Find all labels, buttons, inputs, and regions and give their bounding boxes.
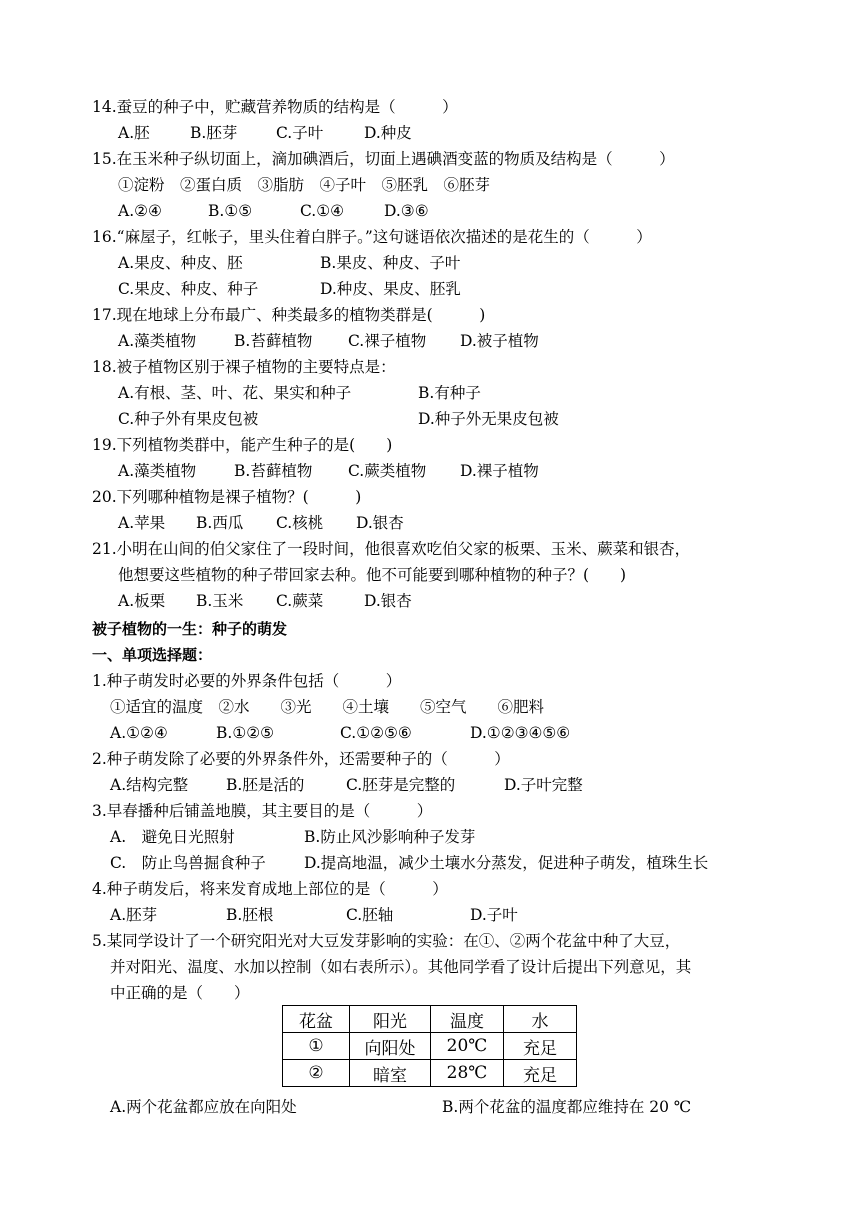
option-d: D.银杏 (364, 592, 412, 610)
table-cell: 28℃ (431, 1060, 504, 1087)
option-d: D.子叶完整 (504, 776, 583, 794)
question-20-stem: 20.下列哪种植物是裸子植物？( ) (92, 488, 362, 506)
option-b: B.胚芽 (190, 124, 238, 142)
option-a: A.②④ (118, 202, 162, 220)
option-b: B.防止风沙影响种子发芽 (304, 828, 476, 846)
s-question-1-items: ①适宜的温度 ②水 ③光 ④土壤 ⑤空气 ⑥肥料 (110, 698, 545, 716)
question-16-stem: 16.“麻屋子，红帐子，里头住着白胖子。”这句谜语依次描述的是花生的（ ） (92, 228, 652, 246)
question-18-stem: 18.被子植物区别于裸子植物的主要特点是： (92, 358, 396, 376)
option-c: C.蕨类植物 (348, 462, 427, 480)
option-a: A.①②④ (110, 724, 168, 742)
option-d: D.种子外无果皮包被 (418, 410, 559, 428)
option-d: D.种皮、果皮、胚乳 (320, 280, 461, 298)
question-15-items: ①淀粉 ②蛋白质 ③脂肪 ④子叶 ⑤胚乳 ⑥胚芽 (118, 176, 491, 194)
option-a: A.果皮、种皮、胚 (118, 254, 243, 272)
table-cell: ① (283, 1033, 350, 1060)
option-a: A.藻类植物 (118, 332, 197, 350)
option-c: C.胚芽是完整的 (346, 776, 456, 794)
option-c: C.种子外有果皮包被 (118, 410, 259, 428)
section-subtitle: 一、单项选择题： (92, 646, 213, 664)
s-question-5-stem-line3: 中正确的是（ ） (110, 984, 250, 1002)
question-21-stem-line2: 他想要这些植物的种子带回家去种。他不可能要到哪种植物的种子？( ) (118, 566, 627, 584)
option-a: A.胚芽 (110, 906, 158, 924)
option-d: D.银杏 (356, 514, 404, 532)
option-c: C.裸子植物 (348, 332, 427, 350)
table-header-row (283, 1006, 577, 1033)
question-15-stem: 15.在玉米种子纵切面上，滴加碘酒后，切面上遇碘酒变蓝的物质及结构是（ ） (92, 150, 675, 168)
option-c: C.子叶 (276, 124, 324, 142)
table-cell: 20℃ (431, 1033, 504, 1060)
option-a: A.两个花盆都应放在向阳处 (110, 1098, 297, 1116)
option-b: B.两个花盆的温度都应维持在 20 ℃ (442, 1098, 692, 1116)
s-question-3-stem: 3.早春播种后铺盖地膜，其主要目的是（ ） (92, 802, 433, 820)
option-d: D.被子植物 (460, 332, 539, 350)
question-17-stem: 17.现在地球上分布最广、种类最多的植物类群是( ) (92, 306, 486, 324)
option-a: A.苹果 (118, 514, 166, 532)
option-b: B.苔藓植物 (234, 462, 313, 480)
table-cell: 充足 (504, 1033, 577, 1060)
table-row (283, 1033, 577, 1060)
table-header: 温度 (431, 1006, 504, 1033)
table-cell: 充足 (504, 1060, 577, 1087)
option-c: C.果皮、种皮、种子 (118, 280, 259, 298)
option-c: C.蕨菜 (276, 592, 324, 610)
option-d: D.③⑥ (384, 202, 429, 220)
option-b: B.果皮、种皮、子叶 (320, 254, 461, 272)
question-19-stem: 19.下列植物类群中，能产生种子的是( ) (92, 436, 393, 454)
table-header: 阳光 (350, 1006, 431, 1033)
s-question-5-stem-line2: 并对阳光、温度、水加以控制（如右表所示）。其他同学看了设计后提出下列意见，其 (110, 958, 692, 976)
s-question-4-stem: 4.种子萌发后，将来发育成地上部位的是（ ） (92, 880, 448, 898)
section-title: 被子植物的一生：种子的萌发 (92, 620, 288, 638)
s-question-5-stem-line1: 5.某同学设计了一个研究阳光对大豆发芽影响的实验：在①、②两个花盆中种了大豆， (92, 932, 681, 950)
option-a: A.结构完整 (110, 776, 189, 794)
option-a: A. 避免日光照射 (110, 828, 235, 846)
option-b: B.西瓜 (196, 514, 244, 532)
option-a: A.板栗 (118, 592, 166, 610)
option-a: A.藻类植物 (118, 462, 197, 480)
table-cell: 暗室 (350, 1060, 431, 1087)
option-d: D.种皮 (364, 124, 412, 142)
option-c: C.①②⑤⑥ (340, 724, 412, 742)
option-b: B.苔藓植物 (234, 332, 313, 350)
experiment-table (282, 1005, 577, 1087)
question-21-stem-line1: 21.小明在山间的伯父家住了一段时间，他很喜欢吃伯父家的板栗、玉米、蕨菜和银杏， (92, 540, 691, 558)
option-b: B.有种子 (418, 384, 481, 402)
option-b: B.胚根 (226, 906, 274, 924)
option-c: C.①④ (300, 202, 345, 220)
option-b: B.胚是活的 (226, 776, 305, 794)
option-d: D.①②③④⑤⑥ (470, 724, 571, 742)
table-cell: ② (283, 1060, 350, 1087)
option-a: A.有根、茎、叶、花、果实和种子 (118, 384, 352, 402)
option-d: D.裸子植物 (460, 462, 539, 480)
table-row (283, 1060, 577, 1087)
s-question-2-stem: 2.种子萌发除了必要的外界条件外，还需要种子的（ ） (92, 750, 510, 768)
option-b: B.玉米 (196, 592, 244, 610)
option-d: D.提高地温，减少土壤水分蒸发，促进种子萌发，植珠生长 (304, 854, 709, 872)
question-14-stem: 14.蚕豆的种子中，贮藏营养物质的结构是（ ） (92, 98, 458, 116)
table-cell: 向阳处 (350, 1033, 431, 1060)
option-b: B.①②⑤ (216, 724, 275, 742)
option-c: C.核桃 (276, 514, 324, 532)
s-question-1-stem: 1.种子萌发时必要的外界条件包括（ ） (92, 672, 402, 690)
option-c: C. 防止鸟兽掘食种子 (110, 854, 266, 872)
table-header: 水 (504, 1006, 577, 1033)
option-d: D.子叶 (470, 906, 518, 924)
option-a: A.胚 (118, 124, 150, 142)
table-header: 花盆 (283, 1006, 350, 1033)
option-b: B.①⑤ (208, 202, 253, 220)
option-c: C.胚轴 (346, 906, 394, 924)
